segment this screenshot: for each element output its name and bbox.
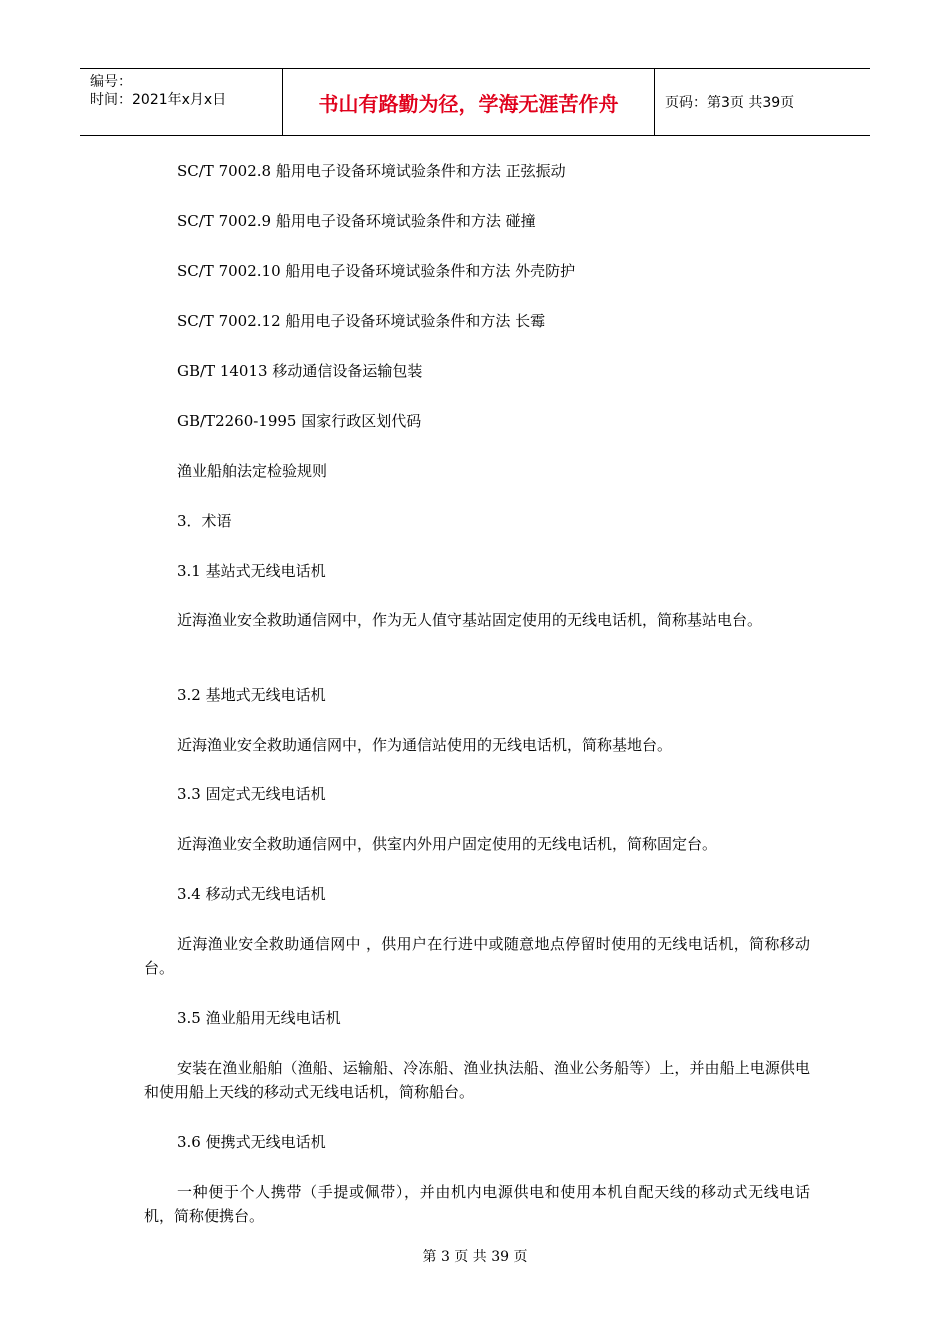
document-number-label: 编号： (90, 74, 132, 90)
term-heading: 3.2 基地式无线电话机 (177, 686, 326, 704)
term-definition: 近海渔业安全救助通信网中 ，供用户在行进中或随意地点停留时使用的无线电话机，简称移动台。 (144, 935, 810, 977)
document-time-label: 时间：2021年x月x日 (90, 92, 227, 108)
term-definition: 近海渔业安全救助通信网中，作为无人值守基站固定使用的无线电话机，简称基站电台。 (177, 611, 763, 629)
term-definition: 一种便于个人携带（手提或佩带），并由机内电源供电和使用本机自配天线的移动式无线电话机，简称便携台。 (144, 1183, 810, 1225)
reference-item: GB/T 14013 移动通信设备运输包装 (177, 362, 423, 380)
term-heading: 3.4 移动式无线电话机 (177, 885, 326, 903)
term-heading: 3.6 便携式无线电话机 (177, 1133, 326, 1151)
term-definition: 安装在渔业船舶（渔船、运输船、冷冻船、渔业执法船、渔业公务船等）上，并由船上电源供电和使用船上天线的移动式无线电话机，简称船台。 (144, 1059, 810, 1101)
reference-item: SC/T 7002.8 船用电子设备环境试验条件和方法 正弦振动 (177, 162, 566, 180)
reference-item: 渔业船舶法定检验规则 (177, 462, 328, 480)
term-definition: 近海渔业安全救助通信网中，作为通信站使用的无线电话机，简称基地台。 (177, 736, 673, 754)
header-page-info: 页码：第3页 共39页 (665, 95, 795, 111)
reference-item: GB/T2260-1995 国家行政区划代码 (177, 412, 422, 430)
reference-item: SC/T 7002.10 船用电子设备环境试验条件和方法 外壳防护 (177, 262, 576, 280)
page-footer: 第 3 页 共 39 页 (422, 1249, 528, 1265)
reference-item: SC/T 7002.12 船用电子设备环境试验条件和方法 长霉 (177, 312, 546, 330)
header-motto: 书山有路勤为径，学海无涯苦作舟 (283, 69, 655, 135)
term-heading: 3.1 基站式无线电话机 (177, 562, 326, 580)
reference-item: SC/T 7002.9 船用电子设备环境试验条件和方法 碰撞 (177, 212, 536, 230)
term-definition: 近海渔业安全救助通信网中，供室内外用户固定使用的无线电话机，简称固定台。 (177, 835, 718, 853)
term-heading: 3.3 固定式无线电话机 (177, 785, 326, 803)
section-title: 3．术语 (177, 512, 232, 530)
term-heading: 3.5 渔业船用无线电话机 (177, 1009, 341, 1027)
